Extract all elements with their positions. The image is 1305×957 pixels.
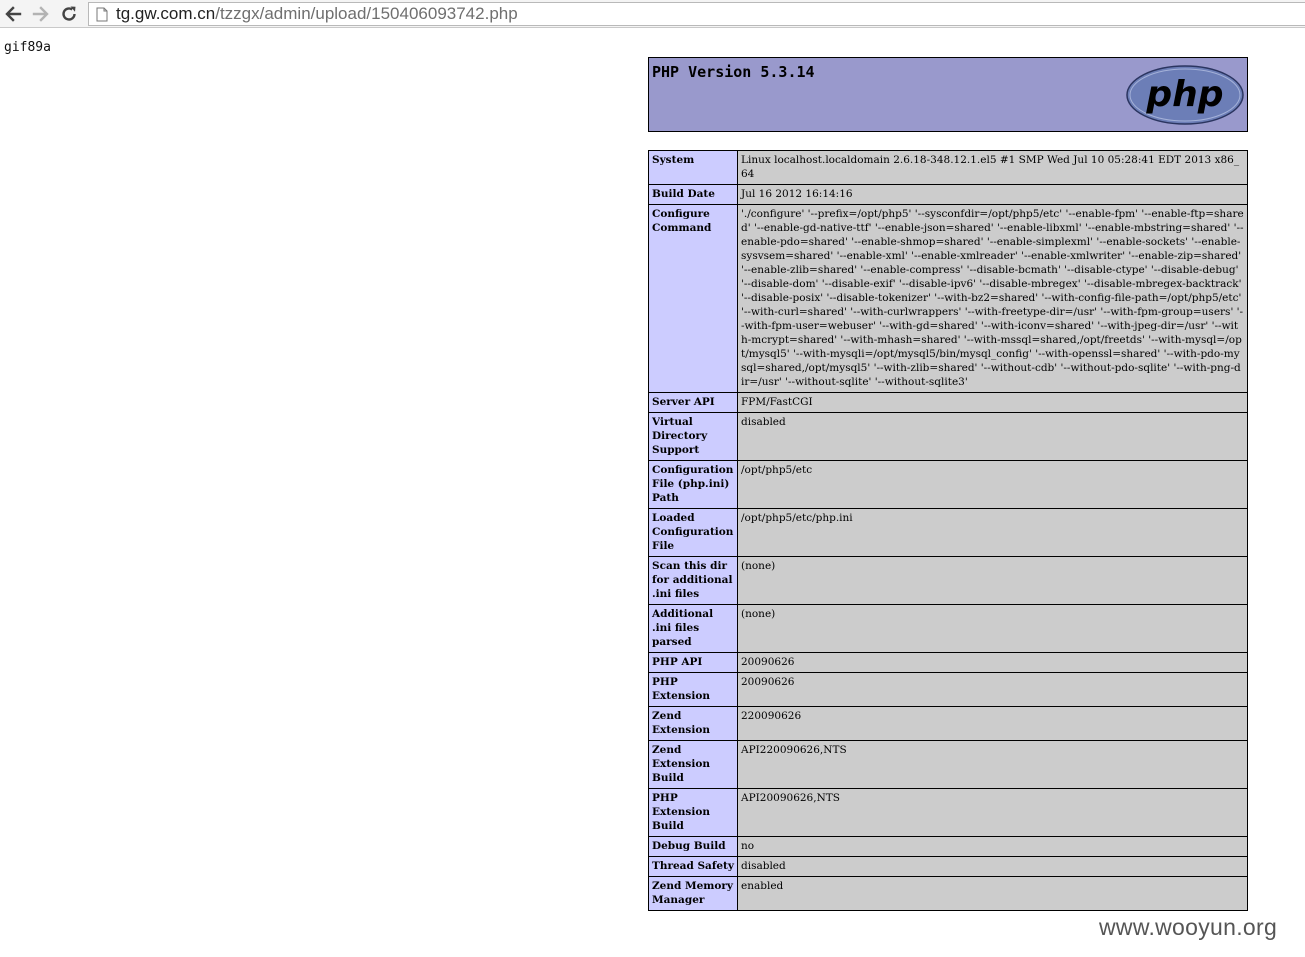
info-row: [649, 741, 1248, 789]
info-value: './configure' '--prefix=/opt/php5' '--sysconfdir=/opt/php5/etc' '--enable-fpm' '--enable-ftp=shared' '--enable-gd-native-ttf' '--enable-json=shared' '--enable-libxml' '--enable-mbstring=shared' '--enable-pdo=shared' '--enable-shmop=shared' '--enable-simplexml' '--enable-sockets' '--enable-sysvsem=shared' '--enable-xml' '--enable-xmlreader' '--enable-xmlwriter' '--enable-zip=shared' '--enable-zlib=shared' '--enable-compress' '--disable-bcmath' '--disable-ctype' '--disable-debug' '--disable-dom' '--disable-exif' '--disable-ipv6' '--disable-mbregex' '--disable-mbregex-backtrack' '--disable-posix' '--disable-tokenizer' '--with-bz2=shared' '--with-config-file-path=/opt/php5/etc' '--with-curl=shared' '--with-curlwrappers' '--with-freetype-dir=/usr' '--with-fpm-group=users' '--with-fpm-user=webuser' '--with-gd=shared' '--with-iconv=shared' '--with-jpeg-dir=/usr' '--with-mcrypt=shared' '--with-mhash=shared' '--with-mssql=shared,/opt/freetds' '--with-mysql=/opt/mysql5' '--with-mysqli=/opt/mysql5/bin/mysql_config' '--with-openssl=shared' '--with-pdo-mysql=shared,/opt/mysql5' '--with-zlib=shared' '--without-cdb' '--without-pdo-sqlite' '--with-png-dir=/usr' '--without-sqlite' '--without-sqlite3': [738, 205, 1248, 393]
info-key: Loaded Configuration File: [649, 509, 738, 557]
info-key: Scan this dir for additional .ini files: [649, 557, 738, 605]
info-row: [649, 461, 1248, 509]
info-row: [649, 413, 1248, 461]
info-row: [649, 877, 1248, 911]
info-key: Debug Build: [649, 837, 738, 857]
info-value: 220090626: [738, 707, 1248, 741]
info-row: [649, 673, 1248, 707]
info-value: API220090626,NTS: [738, 741, 1248, 789]
info-key: PHP Extension Build: [649, 789, 738, 837]
info-key: Additional .ini files parsed: [649, 605, 738, 653]
php-version-title: PHP Version 5.3.14: [652, 63, 815, 81]
info-value: Jul 16 2012 16:14:16: [738, 185, 1248, 205]
info-value: enabled: [738, 877, 1248, 911]
arrow-left-icon: [4, 5, 22, 23]
info-row: [649, 185, 1248, 205]
browser-toolbar: [0, 0, 1305, 28]
info-value: Linux localhost.localdomain 2.6.18-348.12.1.el5 #1 SMP Wed Jul 10 05:28:41 EDT 2013 x86_64: [738, 151, 1248, 185]
info-row: [649, 789, 1248, 837]
info-row: [649, 605, 1248, 653]
url-path: /tzzgx/admin/upload/150406093742.php: [215, 4, 518, 23]
info-value: (none): [738, 557, 1248, 605]
forward-button[interactable]: [30, 3, 52, 25]
info-key: Configuration File (php.ini) Path: [649, 461, 738, 509]
phpinfo-header: [648, 57, 1248, 132]
info-key: PHP API: [649, 653, 738, 673]
info-row: [649, 707, 1248, 741]
info-key: System: [649, 151, 738, 185]
php-logo[interactable]: [1125, 64, 1245, 126]
info-row: [649, 151, 1248, 185]
info-value: 20090626: [738, 653, 1248, 673]
info-key: Zend Extension Build: [649, 741, 738, 789]
page-icon: [96, 7, 108, 22]
url-text: [116, 5, 518, 23]
reload-icon: [60, 5, 78, 23]
info-value: (none): [738, 605, 1248, 653]
info-key: Thread Safety: [649, 857, 738, 877]
info-value: /opt/php5/etc: [738, 461, 1248, 509]
arrow-right-icon: [32, 5, 50, 23]
url-host: tg.gw.com.cn: [116, 4, 216, 23]
gif-header-text: gif89a: [4, 40, 51, 55]
info-key: PHP Extension: [649, 673, 738, 707]
back-button[interactable]: [2, 3, 24, 25]
info-value: disabled: [738, 857, 1248, 877]
info-row: [649, 857, 1248, 877]
info-row: [649, 557, 1248, 605]
info-value: API20090626,NTS: [738, 789, 1248, 837]
php-logo-text: php: [1146, 74, 1224, 115]
info-row: [649, 393, 1248, 413]
info-row: [649, 653, 1248, 673]
info-key: Zend Memory Manager: [649, 877, 738, 911]
info-value: 20090626: [738, 673, 1248, 707]
info-key: Zend Extension: [649, 707, 738, 741]
info-value: /opt/php5/etc/php.ini: [738, 509, 1248, 557]
info-value: disabled: [738, 413, 1248, 461]
info-row: [649, 837, 1248, 857]
info-key: Configure Command: [649, 205, 738, 393]
reload-button[interactable]: [58, 3, 80, 25]
info-value: no: [738, 837, 1248, 857]
address-bar[interactable]: [88, 2, 1305, 26]
info-row: [649, 205, 1248, 393]
watermark: www.wooyun.org: [1099, 914, 1278, 940]
info-value: FPM/FastCGI: [738, 393, 1248, 413]
info-row: [649, 509, 1248, 557]
info-key: Virtual Directory Support: [649, 413, 738, 461]
info-key: Build Date: [649, 185, 738, 205]
php-info-table: [648, 150, 1248, 911]
info-key: Server API: [649, 393, 738, 413]
